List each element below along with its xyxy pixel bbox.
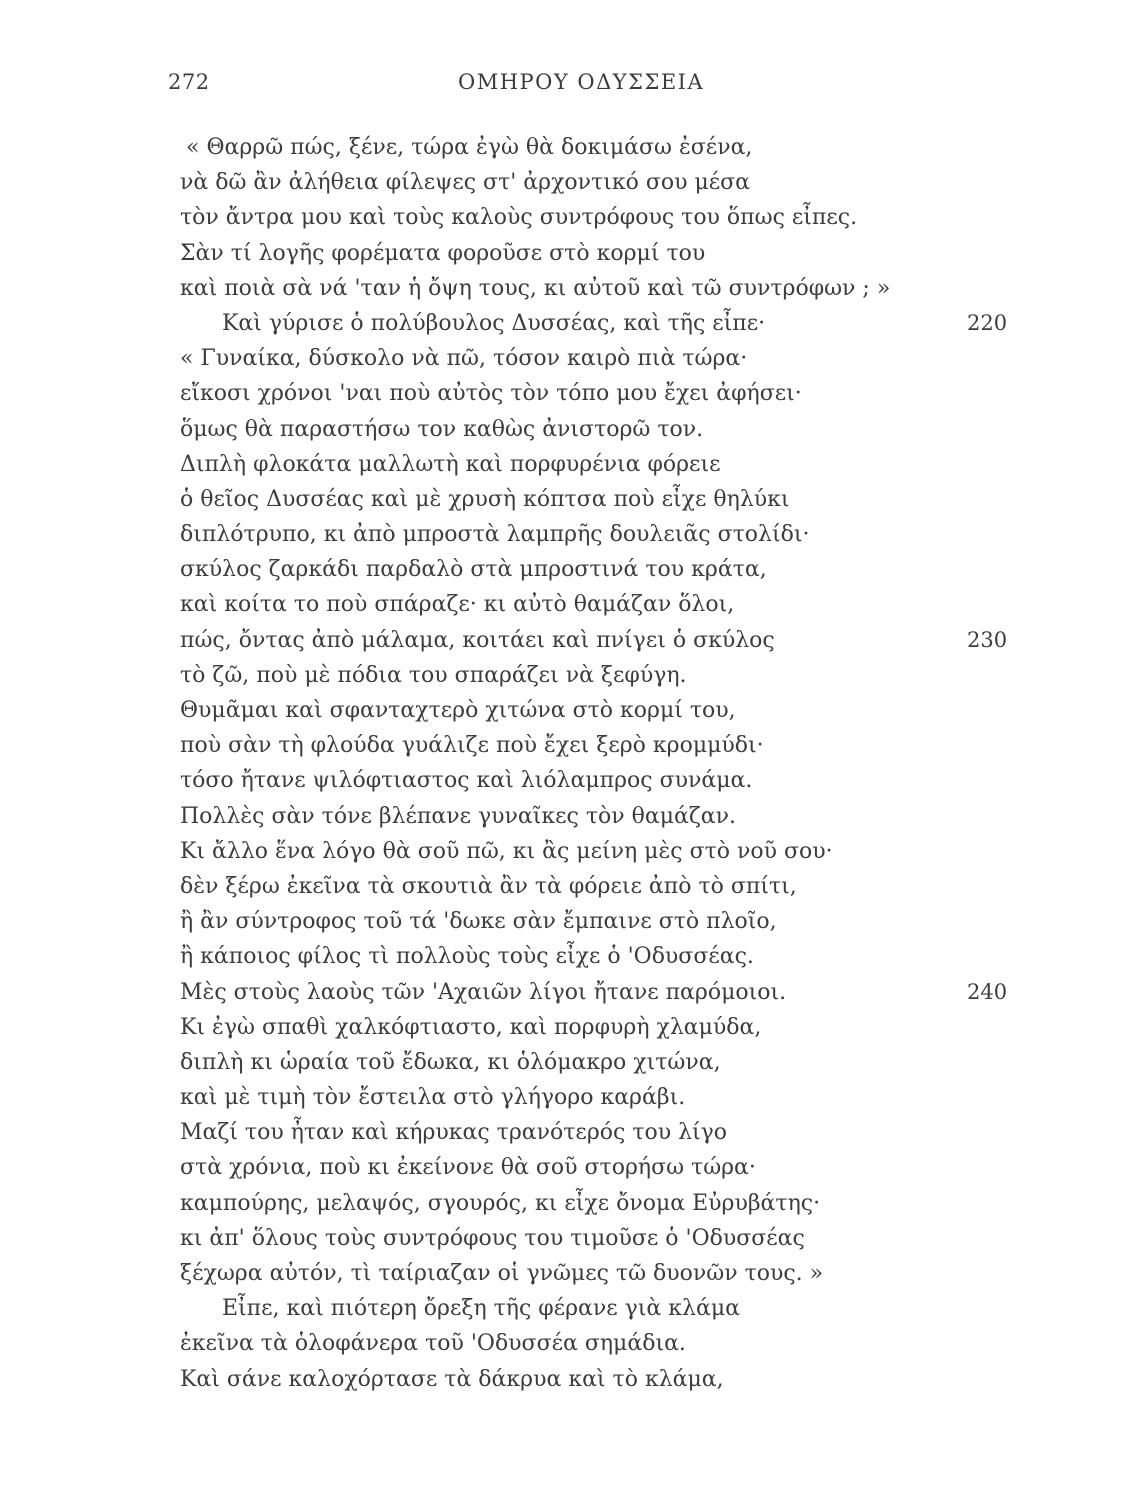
- verse-text: δὲν ξέρω ἐκεῖνα τὰ σκουτιὰ ἂν τὰ φόρειε ἀπὸ τὸ σπίτι,: [180, 873, 797, 899]
- verse-text: ξέχωρα αὐτόν, τὶ ταίριαζαν οἱ γνῶμες τῶ δυονῶν τους. »: [180, 1261, 824, 1286]
- verse-line: [180, 200, 1020, 235]
- verse-text: εἴκοσι χρόνοι 'ναι ποὺ αὐτὸς τὸν τόπο μου ἔχει ἀφήσει·: [180, 381, 802, 407]
- verse-line: [180, 1045, 1020, 1080]
- verse-line: [180, 658, 1020, 693]
- verse-text: κι ἀπ' ὅλους τοὺς συντρόφους του τιμοῦσε ὁ 'Οδυσσέας: [180, 1225, 805, 1251]
- verse-line: [180, 412, 1020, 447]
- verse-line: [180, 376, 1020, 411]
- verse-line: [180, 1326, 1020, 1361]
- verse-line: [180, 1186, 1020, 1221]
- verse-line: [180, 799, 1020, 834]
- page-header: [168, 70, 908, 106]
- verse-text: Καὶ σάνε καλοχόρτασε τὰ δάκρυα καὶ τὸ κλάμα,: [180, 1366, 724, 1392]
- verse-text: Σὰν τί λογῆς φορέματα φοροῦσε στὸ κορμί του: [180, 240, 706, 266]
- running-title: ΟΜΗΡΟΥ ΟΔΥΣΣΕΙΑ: [458, 70, 705, 94]
- line-number: 230: [967, 627, 1008, 652]
- verse-text: διπλὴ κι ὡραία τοῦ ἔδωκα, κι ὁλόμακρο χιτώνα,: [180, 1049, 721, 1075]
- verse-text: τὸ ζῶ, ποὺ μὲ πόδια του σπαράζει νὰ ξεφύγη.: [180, 662, 687, 688]
- verse-text: ὅμως θὰ παραστήσω τον καθὼς ἀνιστορῶ τον.: [180, 416, 704, 442]
- verse-line: [180, 517, 1020, 552]
- verse-text: « Θαρρῶ πώς, ξένε, τώρα ἐγὼ θὰ δοκιμάσω ἐσένα,: [186, 135, 753, 160]
- verse-line: [180, 306, 1020, 341]
- verse-text: Διπλὴ φλοκάτα μαλλωτὴ καὶ πορφυρένια φόρειε: [180, 451, 721, 477]
- verse-line: [180, 763, 1020, 798]
- poem-text: [180, 130, 1020, 1397]
- verse-text: καὶ κοίτα το ποὺ σπάραζε· κι αὐτὸ θαμάζαν ὅλοι,: [180, 592, 735, 618]
- verse-line: [180, 165, 1020, 200]
- verse-line: [180, 587, 1020, 622]
- verse-text: πώς, ὄντας ἀπὸ μάλαμα, κοιτάει καὶ πνίγει ὁ σκύλος: [180, 627, 775, 653]
- verse-text: ὁ θεῖος Δυσσέας καὶ μὲ χρυσὴ κόπτσα ποὺ εἶχε θηλύκι: [180, 486, 790, 512]
- verse-text: ἢ κάποιος φίλος τὶ πολλοὺς τοὺς εἶχε ὁ 'Οδυσσέας.: [180, 944, 754, 970]
- verse-line: [180, 1010, 1020, 1045]
- verse-text: καὶ ποιὰ σὰ νά 'ταν ἡ ὄψη τους, κι αὐτοῦ καὶ τῶ συντρόφων ; »: [180, 275, 891, 301]
- verse-line: [180, 623, 1020, 658]
- verse-text: τόσο ἤτανε ψιλόφτιαστος καὶ λιόλαμπρος συνάμα.: [180, 768, 753, 794]
- verse-line: [180, 1221, 1020, 1256]
- verse-line: [180, 447, 1020, 482]
- verse-line: [180, 904, 1020, 939]
- verse-line: [180, 1256, 1020, 1291]
- verse-text: Μὲς στοὺς λαοὺς τῶν 'Αχαιῶν λίγοι ἤτανε παρόμοιοι.: [180, 979, 787, 1005]
- verse-text: « Γυναίκα, δύσκολο νὰ πῶ, τόσον καιρὸ πιὰ τώρα·: [180, 346, 748, 372]
- page-number: 272: [168, 70, 210, 94]
- verse-text: ποὺ σὰν τὴ φλούδα γυάλιζε ποὺ ἔχει ξερὸ κρομμύδι·: [180, 733, 764, 759]
- verse-line: [180, 975, 1020, 1010]
- verse-text: ἢ ἂν σύντροφος τοῦ τά 'δωκε σὰν ἔμπαινε στὸ πλοῖο,: [180, 909, 777, 935]
- verse-line: [180, 1362, 1020, 1397]
- verse-text: Εἶπε, καὶ πιότερη ὄρεξη τῆς φέρανε γιὰ κλάμα: [222, 1296, 740, 1322]
- verse-text: ἐκεῖνα τὰ ὁλοφάνερα τοῦ 'Οδυσσέα σημάδια.: [180, 1331, 686, 1357]
- verse-text: στὰ χρόνια, ποὺ κι ἐκείνονε θὰ σοῦ στορήσω τώρα·: [180, 1155, 756, 1181]
- verse-text: νὰ δῶ ἂν ἀλήθεια φίλεψες στ' ἀρχοντικό σου μέσα: [180, 170, 751, 196]
- verse-line: [180, 728, 1020, 763]
- line-number: 240: [967, 979, 1008, 1004]
- verse-line: [180, 552, 1020, 587]
- verse-text: διπλότρυπο, κι ἀπὸ μπροστὰ λαμπρῆς δουλειᾶς στολίδι·: [180, 522, 810, 548]
- line-number: 220: [967, 310, 1008, 335]
- verse-text: τὸν ἄντρα μου καὶ τοὺς καλοὺς συντρόφους του ὅπως εἶπες.: [180, 205, 858, 231]
- verse-line: [180, 271, 1020, 306]
- verse-text: καὶ μὲ τιμὴ τὸν ἔστειλα στὸ γλήγορο καράβι.: [180, 1085, 686, 1111]
- verse-line: [180, 130, 1020, 165]
- verse-line: [180, 834, 1020, 869]
- verse-text: καμπούρης, μελαψός, σγουρός, κι εἶχε ὄνομα Εὐρυβάτης·: [180, 1190, 821, 1216]
- verse-line: [180, 869, 1020, 904]
- verse-text: σκύλος ζαρκάδι παρδαλὸ στὰ μπροστινά του κράτα,: [180, 557, 767, 583]
- verse-line: [180, 1150, 1020, 1185]
- verse-line: [180, 939, 1020, 974]
- verse-text: Κι ἐγὼ σπαθὶ χαλκόφτιαστο, καὶ πορφυρὴ χλαμύδα,: [180, 1014, 762, 1040]
- verse-line: [180, 236, 1020, 271]
- verse-line: [180, 341, 1020, 376]
- verse-text: Πολλὲς σὰν τόνε βλέπανε γυναῖκες τὸν θαμάζαν.: [180, 803, 737, 829]
- verse-text: Κι ἄλλο ἕνα λόγο θὰ σοῦ πῶ, κι ἂς μείνη μὲς στὸ νοῦ σου·: [180, 838, 833, 864]
- verse-line: [180, 1291, 1020, 1326]
- verse-text: Καὶ γύρισε ὁ πολύβουλος Δυσσέας, καὶ τῆς εἶπε·: [222, 310, 766, 336]
- verse-line: [180, 693, 1020, 728]
- verse-line: [180, 482, 1020, 517]
- verse-line: [180, 1115, 1020, 1150]
- verse-text: Μαζί του ἦταν καὶ κήρυκας τρανότερός του λίγο: [180, 1120, 728, 1146]
- verse-line: [180, 1080, 1020, 1115]
- verse-text: Θυμᾶμαι καὶ σφανταχτερὸ χιτώνα στὸ κορμί του,: [180, 698, 736, 723]
